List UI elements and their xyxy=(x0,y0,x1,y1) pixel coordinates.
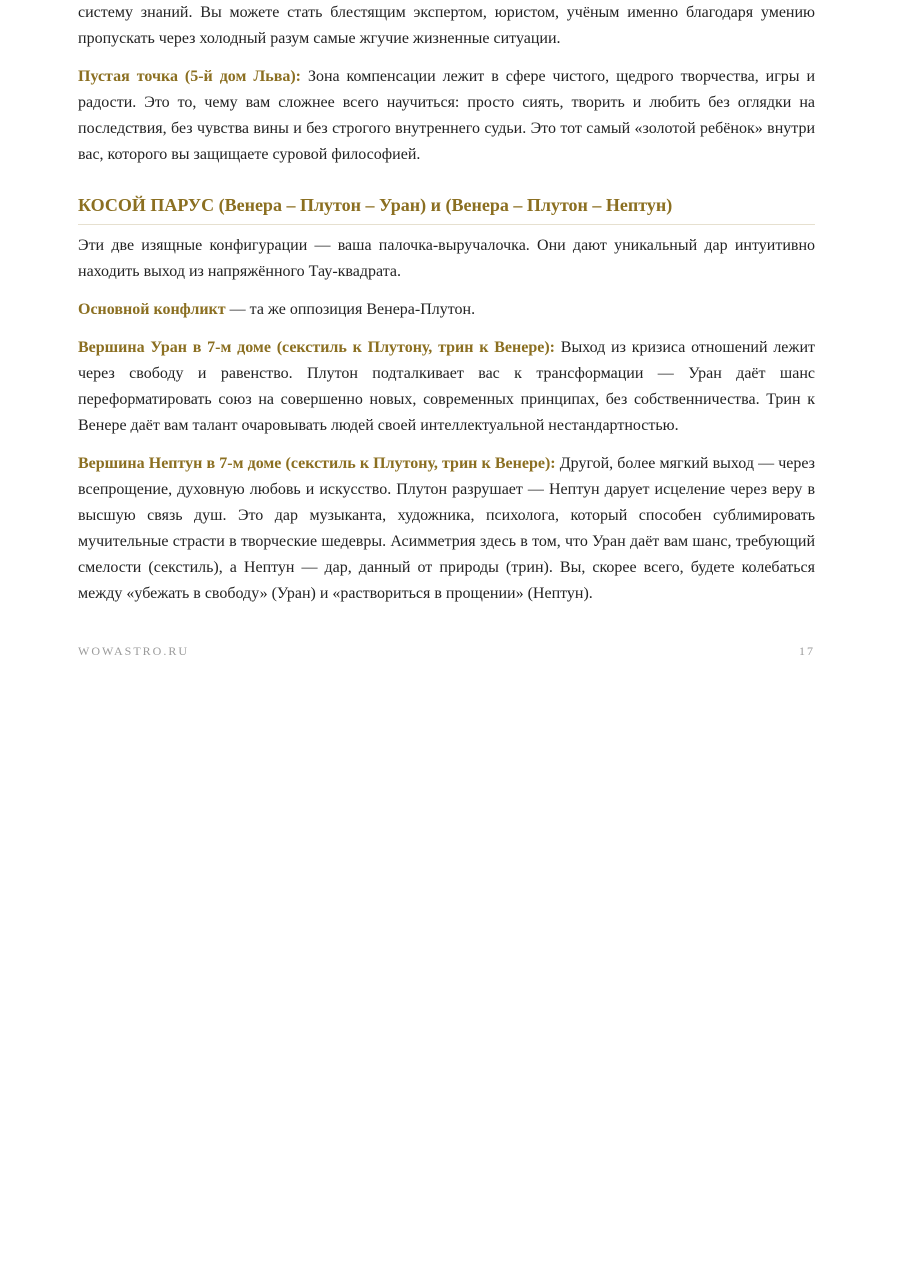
neptune-paragraph xyxy=(78,451,815,607)
conflict-text: — та же оппозиция Венера-Плутон. xyxy=(225,301,476,318)
uranus-text: Выход из кризиса отношений лежит через свободу и равенство. Плутон подталкивает вас к трансформации — Уран даёт шанс переформатировать союз на совершенно новых, современных принципах, без собственничества. Трин к Венере даёт вам талант очаровывать людей своей интеллектуальной нестандартностью. xyxy=(78,339,816,434)
conflict-paragraph xyxy=(78,297,815,323)
empty-point-label: Пустая точка (5-й дом Льва): xyxy=(78,68,301,85)
empty-point-paragraph xyxy=(78,64,815,168)
uranus-paragraph xyxy=(78,335,815,439)
footer-site: WOWASTRO.RU xyxy=(78,644,189,658)
uranus-label: Вершина Уран в 7-м доме (секстиль к Плутону, трин к Венере): xyxy=(78,339,555,356)
footer-page-number: 17 xyxy=(799,644,815,658)
empty-point-text: Зона компенсации лежит в сфере чистого, щедрого творчества, игры и радости. Это то, чему вам сложнее всего научиться: просто сиять, творить и любить без оглядки на последствия, без чувства вины и без строгого внутреннего судьи. Это тот самый «золотой ребёнок» внутри вас, которого вы защищаете суровой философией. xyxy=(78,68,815,163)
neptune-label: Вершина Нептун в 7-м доме (секстиль к Плутону, трин к Венере): xyxy=(78,455,556,472)
page-content xyxy=(78,0,815,607)
section-heading: КОСОЙ ПАРУС (Венера – Плутон – Уран) и (Венера – Плутон – Нептун) xyxy=(78,192,815,225)
conflict-label: Основной конфликт xyxy=(78,301,226,318)
section-lead-paragraph: Эти две изящные конфигурации — ваша палочка-выручалочка. Они дают уникальный дар интуитивно находить выход из напряжённого Тау-квадрата. xyxy=(78,237,815,280)
intro-paragraph: систему знаний. Вы можете стать блестящим экспертом, юристом, учёным именно благодаря умению пропускать через холодный разум самые жгучие жизненные ситуации. xyxy=(78,4,815,47)
page-footer xyxy=(78,644,815,659)
neptune-text: Другой, более мягкий выход — через всепрощение, духовную любовь и искусство. Плутон разрушает — Нептун дарует исцеление через веру в высшую связь душ. Это дар музыканта, художника, психолога, который способен сублимировать мучительные страсти в творческие шедевры. Асимметрия здесь в том, что Уран даёт вам шанс, требующий смелости (секстиль), а Нептун — дар, данный от природы (трин). Вы, скорее всего, будете колебаться между «убежать в свободу» (Уран) и «раствориться в прощении» (Нептун). xyxy=(78,455,815,602)
